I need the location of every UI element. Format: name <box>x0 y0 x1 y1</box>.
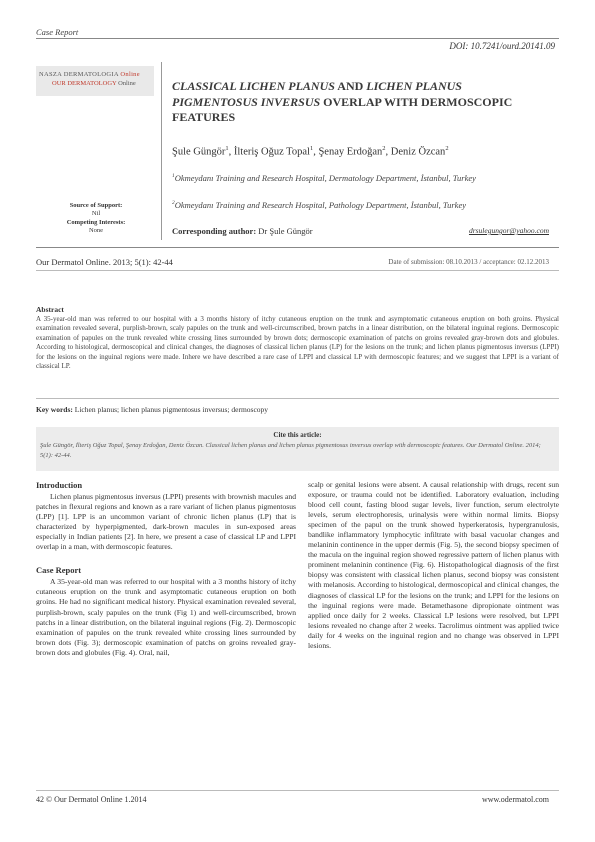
cite-text: Şule Güngör, İlteriş Oğuz Topal, Şenay Erdoğan, Deniz Özcan. Classical lichen planus and lichen planus pigmentosus inversus overlap with dermoscopic features. Our Dermatol Online. 2014; 5(1): 42-44. <box>40 442 541 459</box>
journal-website[interactable]: www.odermatol.com <box>481 795 549 804</box>
case-paragraph-continued: scalp or genital lesions were absent. A causal relationship with drugs, recent sun exposure, or trauma could not be identified. Laboratory evaluation, including blood cell count, fasting blood sugar levels, liver function, serum electrolyte levels, serum electrophoresis, urinalysis were within normal limits. Biopsy specimen of the papul on the trunk showed hyperkeratosis, hypergranulosis, bandlike inflammatory lymphocytic infiltrate with basal vacuolar changes and melaninin continence in the upper dermis (Fig. 5), the second biopsy specimen of the macula on the inguinal region showed regressive pattern of lichen planus with prominent melaninin continence (Fig. 6). Histopathological diagnosis of the first biopsy was consistent with classical lichen planus, second biopsy was consistent with melanosis. According to histological, dermoscopical and clinical changes, the diagnoses of classical LP for the lesions on the trunk; and LPPI for the lesions on the inguinal regions were made. Betamethasone dipropionate ointment was applied once daily for 2 weeks. Classical LP lesions were resolved, but LPPI lesions revealed no change after 2 weeks. Tacrolimus ointment was applied twice daily for 4 weeks on the inguinal region and no change was observed in LPPI lesions. <box>308 480 559 650</box>
abstract-text: A 35-year-old man was referred to our hospital with a 3 months history of itchy cutaneous eruption on the trunk and asymptomatic cutaneous eruption on both groins. Physical examination revealed several, purplish-brown, scaly papules on the trunk and well-circumscribed, brown patchs in a linear distribution, on the bilateral inguinal regions. Dermoscopic examination of papules on the trunk revealed white crossing lines surrounded by brown dots; dermoscopic examination of patchs on groins revealed gray-brown dots and globules. According to histological, dermoscopical and clinical changes, the diagnoses of classical lichen planus (LP) for the lesions on the trunk; and lichen planus pigmentosus inversus (LPPI) for the lesions on the inguinal regions were made. Inhere we have described a rare case of LPPI and classical LP with dermoscopic features; and we suggest that LPPI is a variant of classical LP. <box>36 315 559 371</box>
divider <box>36 270 559 271</box>
author-email-link[interactable]: drsulegungor@yahoo.com <box>468 226 549 235</box>
divider <box>36 247 559 248</box>
sidebar-divider <box>161 62 162 240</box>
case-paragraph: A 35-year-old man was referred to our hospital with a 3 months history of itchy cutaneous eruption on the trunk and asymptomatic cutaneous eruption on both groins. He had no significant medical history. Physical examination revealed several, purplish-brown, scaly papules on the trunk (Fig 1) and well-circumscribed, brown patchs in a linear distribution, on the bilateral inguinal regions (Fig. 2). Dermoscopic examination of papules on the trunk revealed white crossing lines surrounded by brown dots (Fig. 3); dermoscopic examination of patchs on groins revealed gray-brown dots and globules (Fig. 4). Oral, nail, <box>36 577 296 657</box>
doi: DOI: 10.7241/ourd.20141.09 <box>449 41 555 51</box>
affiliation-2: $^2$Okmeydanı Training and Research Hospital, Pathology Department, İstanbul, Turkey <box>172 199 466 210</box>
abstract-heading: Abstract <box>36 305 64 314</box>
footer-divider <box>36 790 559 791</box>
logo-line-2: OUR DERMATOLOGY Online <box>52 80 136 87</box>
corresponding-author: Corresponding author: Dr Şule Güngör <box>172 226 313 236</box>
section-label: Case Report <box>36 27 79 37</box>
keywords: Key words: Lichen planus; lichen planus pigmentosus inversus; dermoscopy <box>36 405 269 414</box>
support-info: Source of Support: Nil Competing Interests: None <box>66 202 126 234</box>
abstract <box>36 305 559 371</box>
affiliation-1: $^1$Okmeydanı Training and Research Hospital, Dermatology Department, İstanbul, Turkey <box>172 172 476 183</box>
divider <box>36 398 559 399</box>
author-list: Şule Güngör$^1$, İlteriş Oğuz Topal$^1$, Şenay Erdoğan$^2$, Deniz Özcan$^2$ <box>172 145 449 158</box>
cite-heading: Cite this article: <box>273 431 322 439</box>
article-title: CLASSICAL LICHEN PLANUS AND LICHEN PLANUS PIGMENTOSUS INVERSUS OVERLAP WITH DERMOSCOPIC FEATURES <box>172 79 513 124</box>
column-left <box>36 480 296 658</box>
page-footer-left: 42 © Our Dermatol Online 1.2014 <box>36 795 147 804</box>
logo-line-1: NASZA DERMATOLOGIA Online <box>39 71 140 78</box>
column-right <box>308 480 559 651</box>
journal-reference: Our Dermatol Online. 2013; 5(1): 42-44 <box>36 257 173 267</box>
case-heading: Case Report <box>36 565 82 576</box>
intro-heading: Introduction <box>36 480 83 490</box>
intro-paragraph: Lichen planus pigmentosus inversus (LPPI) presents with brownish macules and patches in flexural regions and known as a rare variant of lichen planus pigmentosus (LPP) [1]. LPP is an uncommon variant of chronic lichen planus (LP) that is characterized by hyperpigmented, dark-brown macules in sun-exposed areas especially in Indian patients [2]. In here, we present a case of classical LP and LPPI overlap in a man, with dermoscopic features. <box>36 492 296 552</box>
submission-dates: Date of submission: 08.10.2013 / acceptance: 02.12.2013 <box>388 258 549 266</box>
header-divider <box>36 38 559 39</box>
